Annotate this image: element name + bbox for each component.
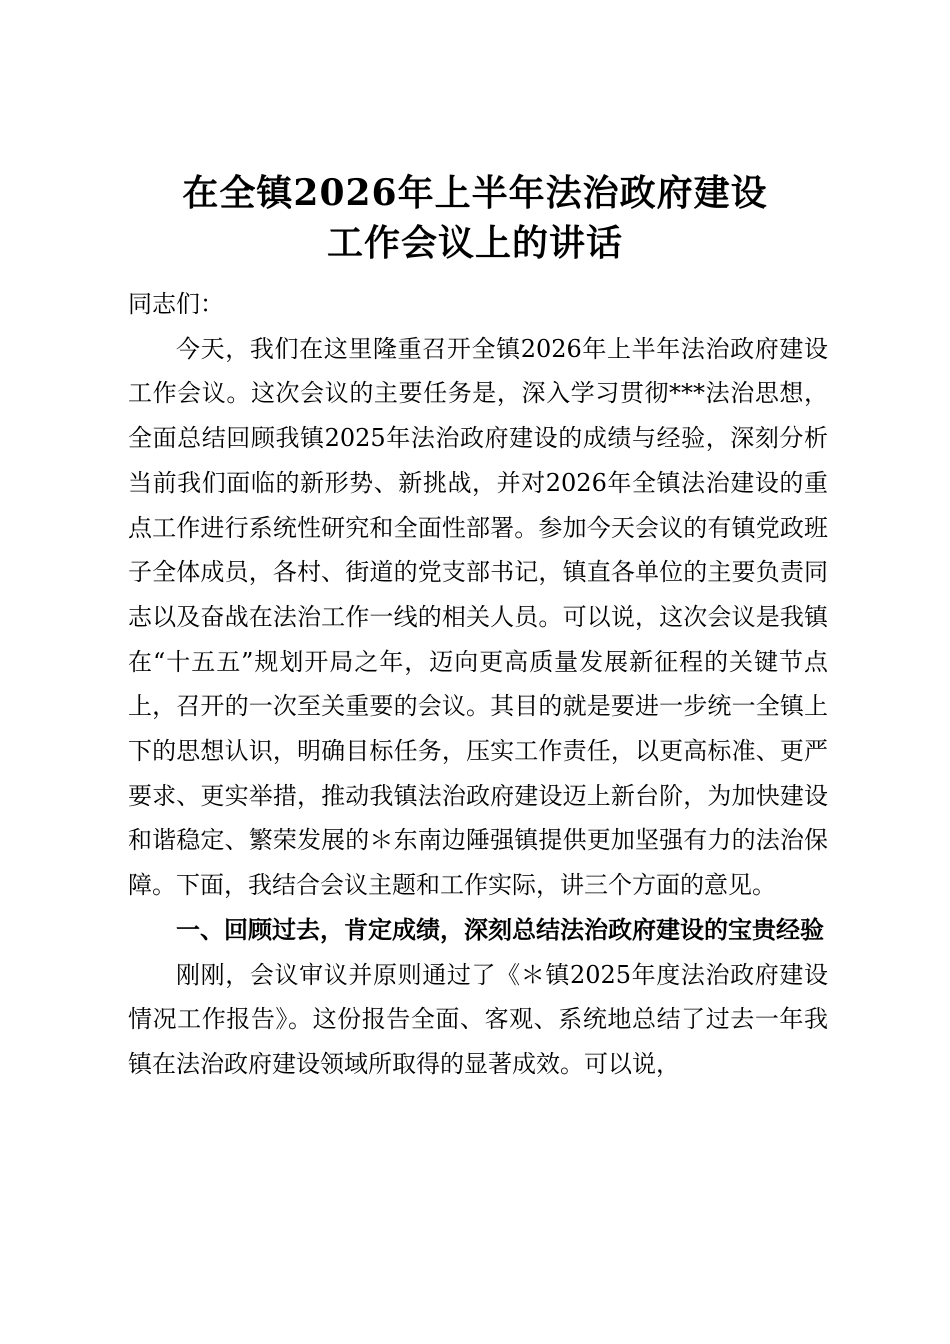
document-title bbox=[0, 168, 950, 268]
paragraph-review: 刚刚，会议审议并原则通过了《＊镇2025年度法治政府建设情况工作报告》。这份报告全面、客观、系统地总结了过去一年我镇在法治政府建设领域所取得的显著成效。可以说， bbox=[128, 960, 828, 1078]
salutation: 同志们： bbox=[128, 290, 224, 318]
section-heading-1: 一、回顾过去，肯定成绩，深刻总结法治政府建设的宝贵经验 bbox=[176, 915, 824, 944]
document-body bbox=[128, 282, 828, 1087]
title-line-2: 工作会议上的讲话 bbox=[326, 222, 623, 264]
title-line-1: 在全镇2026年上半年法治政府建设 bbox=[182, 172, 768, 214]
paragraph-opening: 今天，我们在这里隆重召开全镇2026年上半年法治政府建设工作会议。这次会议的主要任务是，深入学习贯彻***法治思想，全面总结回顾我镇2025年法治政府建设的成绩与经验，深刻分析当前我们面临的新形势、新挑战，并对2026年全镇法治建设的重点工作进行系统性研究和全面性部署。参加今天会议的有镇党政班子全体成员，各村、街道的党支部书记，镇直各单位的主要负责同志以及奋战在法治工作一线的相关人员。可以说，这次会议是我镇在“十五五”规划开局之年，迈向更高质量发展新征程的关键节点上，召开的一次至关重要的会议。其目的就是要进一步统一全镇上下的思想认识，明确目标任务，压实工作责任，以更高标准、更严要求、更实举措，推动我镇法治政府建设迈上新台阶，为加快建设和谐稳定、繁荣发展的＊东南边陲强镇提供更加坚强有力的法治保障。下面，我结合会议主题和工作实际，讲三个方面的意见。 bbox=[128, 334, 828, 900]
